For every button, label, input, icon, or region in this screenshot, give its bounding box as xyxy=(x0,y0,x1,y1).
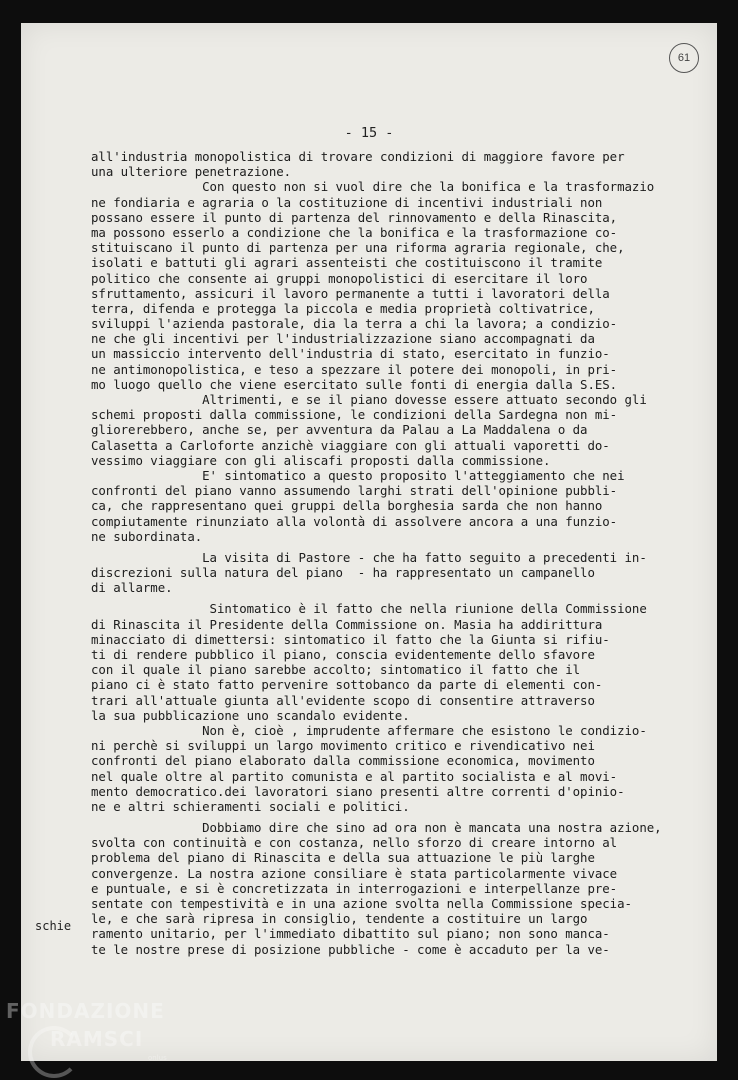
text-line: Non è, cioè , imprudente affermare che esistono le condizio- xyxy=(91,722,647,738)
text-line: isolati e battuti gli agrari assenteisti che costituiscono il tramite xyxy=(91,255,603,271)
text-line: confronti del piano vanno assumendo larghi strati dell'opinione pubbli- xyxy=(91,483,618,499)
text-line: Con questo non si vuol dire che la bonifica e la trasformazio xyxy=(91,179,655,195)
text-line: di Rinascita il Presidente della Commissione on. Masia ha addirittura xyxy=(91,616,603,632)
text-line: politico che consente ai gruppi monopolistici di esercitare il loro xyxy=(91,270,588,286)
text-line: ca, che rappresentano quei gruppi della borghesia sarda che non hanno xyxy=(91,498,603,514)
text-line: ne che gli incentivi per l'industrializzazione siano accompagnati da xyxy=(91,331,595,347)
text-line: Calasetta a Carloforte anzichè viaggiare con gli attuali vaporetti do- xyxy=(91,437,610,453)
archive-stamp: 61 xyxy=(669,43,699,73)
text-line: ramento unitario, per l'immediato dibattito sul piano; non sono manca- xyxy=(91,926,610,942)
text-line: un massiccio intervento dell'industria di stato, esercitato in funzio- xyxy=(91,346,610,362)
text-line: vessimo viaggiare con gli aliscafi proposti dalla commissione. xyxy=(91,452,551,468)
page-number: - 15 - xyxy=(344,125,394,141)
text-line: ne fondiaria e agraria o la costituzione di incentivi industriali non xyxy=(91,194,603,210)
text-line: ne antimonopolistica, e teso a spezzare il potere dei monopoli, in pri- xyxy=(91,361,618,377)
text-line: le, e che sarà ripresa in consiglio, tendente a costituire un largo xyxy=(91,911,588,927)
text-line: svolta con continuità e con costanza, nello sforzo di creare intorno al xyxy=(91,835,618,851)
text-line: convergenze. La nostra azione consiliare è stata particolarmente vivace xyxy=(91,865,618,881)
text-line: nel quale oltre al partito comunista e al partito socialista e al movi- xyxy=(91,768,618,784)
text-line: e puntuale, e si è concretizzata in interrogazioni e interpellanze pre- xyxy=(91,880,618,896)
archive-watermark xyxy=(6,994,206,1074)
text-line: di allarme. xyxy=(91,580,173,596)
text-line: schemi proposti dalla commissione, le condizioni della Sardegna non mi- xyxy=(91,407,618,423)
text-line: piano ci è stato fatto pervenire sottobanco da parte di elementi con- xyxy=(91,677,603,693)
body-text xyxy=(91,149,691,957)
text-line: sentate con tempestività e in una azione svolta nella Commissione specia- xyxy=(91,896,632,911)
text-line: trari all'attuale giunta all'evidente scopo di consentire attraverso xyxy=(91,692,595,708)
text-line: problema del piano di Rinascita e della sua attuazione le più larghe xyxy=(91,850,595,866)
text-line: Sintomatico è il fatto che nella riunione della Commissione xyxy=(91,601,647,617)
text-line: la sua pubblicazione uno scandalo evidente. xyxy=(91,707,410,723)
watermark-title: FONDAZIONE xyxy=(6,999,165,1023)
text-line: ne subordinata. xyxy=(91,528,203,544)
text-line: con il quale il piano sarebbe accolto; sintomatico il fatto che il xyxy=(91,662,581,678)
text-line: ma possono esserlo a condizione che la bonifica e la trasformazione co- xyxy=(91,224,618,240)
text-line: La visita di Pastore - che ha fatto seguito a precedenti in- xyxy=(91,549,647,565)
document-page xyxy=(21,23,717,1061)
text-line: compiutamente rinunziato alla volontà di assolvere ancora a una funzio- xyxy=(91,513,618,529)
text-line: una ulteriore penetrazione. xyxy=(91,164,292,180)
text-line: confronti del piano elaborato dalla commissione economica, movimento xyxy=(91,753,595,769)
text-line: Dobbiamo dire che sino ad ora non è mancata una nostra azione, xyxy=(91,820,662,836)
text-line: ne e altri schieramenti sociali e politici. xyxy=(91,798,410,814)
text-line: ti di rendere pubblico il piano, conscia evidentemente dello sfavore xyxy=(91,647,595,662)
text-line: Altrimenti, e se il piano dovesse essere attuato secondo gli xyxy=(91,392,647,407)
text-line: sfruttamento, assicuri il lavoro permanente a tutti i lavoratori della xyxy=(91,285,610,301)
text-line: E' sintomatico a questo proposito l'atteggiamento che nei xyxy=(91,467,625,483)
watermark-subtitle: RAMSCI xyxy=(50,1027,144,1051)
text-line: possano essere il punto di partenza del rinnovamento e della Rinascita, xyxy=(91,209,618,225)
text-line: ni perchè si sviluppi un largo movimento critico e rivendicativo nei xyxy=(91,738,595,754)
text-line: mo luogo quello che viene esercitato sulle fonti di energia dalla S.ES. xyxy=(91,376,618,392)
text-line: terra, difenda e protegga la piccola e media proprietà coltivatrice, xyxy=(91,300,595,316)
text-line: stituiscano il punto di partenza per una riforma agraria regionale, che, xyxy=(91,240,625,256)
watermark-sub: onlus xyxy=(148,1054,167,1062)
text-line: te le nostre prese di posizione pubbliche - come è accaduto per la ve- xyxy=(91,941,610,957)
text-line: sviluppi l'azienda pastorale, dia la terra a chi la lavora; a condizio- xyxy=(91,316,618,332)
text-line: mento democratico.dei lavoratori siano presenti altre correnti d'opinio- xyxy=(91,783,625,799)
text-line: all'industria monopolistica di trovare condizioni di maggiore favore per xyxy=(91,149,625,164)
text-line: discrezioni sulla natura del piano - ha rappresentato un campanello xyxy=(91,565,595,581)
text-line: gliorerebbero, anche se, per avventura da Palau a La Maddalena o da xyxy=(91,422,588,438)
margin-note: schie xyxy=(35,919,72,933)
text-line: minacciato di dimettersi: sintomatico il fatto che la Giunta si rifiu- xyxy=(91,631,610,647)
